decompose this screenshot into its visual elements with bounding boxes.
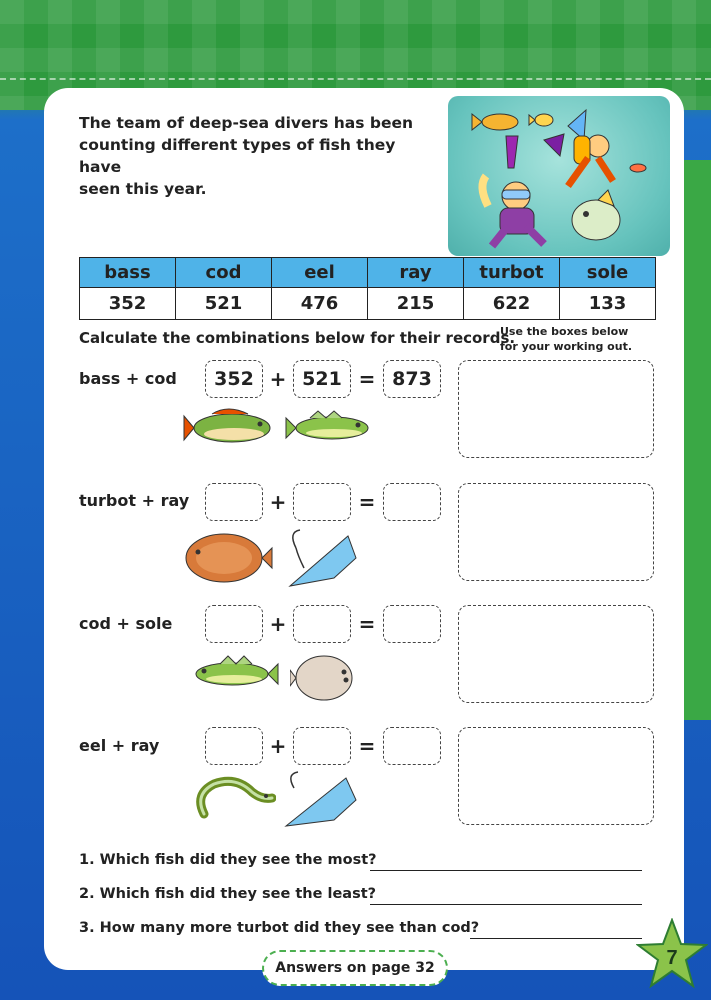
- addend-b-box[interactable]: [293, 727, 351, 765]
- small-fish-icon: [472, 114, 518, 130]
- answer-line-most[interactable]: [370, 870, 642, 871]
- eel-fish-icon: [192, 770, 276, 820]
- cod-fish-icon: [186, 652, 280, 692]
- value-sole: 133: [560, 288, 656, 320]
- small-fish-icon: [529, 114, 553, 126]
- plus-sign: +: [269, 612, 287, 636]
- page-number: 7: [666, 947, 678, 969]
- header-ray: ray: [368, 258, 464, 288]
- fish-count-table: [79, 257, 656, 320]
- row-label-eel-ray: eel + ray: [79, 736, 160, 755]
- value-turbot: 622: [464, 288, 560, 320]
- bass-fish-icon: [182, 404, 278, 448]
- answers-reference-pill: Answers on page 32: [262, 950, 448, 986]
- value-bass: 352: [80, 288, 176, 320]
- plus-sign: +: [269, 734, 287, 758]
- header-eel: eel: [272, 258, 368, 288]
- question-most: 1. Which fish did they see the most?: [79, 852, 377, 868]
- plus-sign: +: [269, 490, 287, 514]
- row-label-turbot-ray: turbot + ray: [79, 491, 190, 510]
- header-bass: bass: [80, 258, 176, 288]
- calculate-instruction: Calculate the combinations below for their records.: [79, 329, 516, 347]
- working-out-box[interactable]: [458, 727, 654, 825]
- header-sole: sole: [560, 258, 656, 288]
- working-out-box[interactable]: [458, 360, 654, 458]
- header-turbot: turbot: [464, 258, 560, 288]
- result-box[interactable]: [383, 605, 441, 643]
- intro-line-3: seen this year.: [79, 180, 207, 198]
- table-values-row: [80, 288, 656, 320]
- tiny-orange-fish-icon: [630, 164, 646, 172]
- equals-sign: =: [358, 734, 376, 758]
- addend-a-box[interactable]: [205, 727, 263, 765]
- top-dashed-stitch: [0, 78, 711, 80]
- value-cod: 521: [176, 288, 272, 320]
- answer-line-least[interactable]: [370, 904, 642, 905]
- addend-a-box[interactable]: [205, 483, 263, 521]
- addend-a-box[interactable]: 352: [205, 360, 263, 398]
- divers-illustration: [448, 96, 670, 256]
- star-icon: [636, 918, 708, 990]
- turbot-fish-icon: [178, 530, 274, 586]
- equals-sign: =: [358, 367, 376, 391]
- question-difference: 3. How many more turbot did they see than cod?: [79, 920, 480, 936]
- sole-fish-icon: [290, 650, 362, 706]
- big-fish-icon: [572, 190, 620, 240]
- addend-b-box[interactable]: [293, 605, 351, 643]
- working-note-line-2: for your working out.: [500, 340, 632, 353]
- row-label-bass-cod: bass + cod: [79, 369, 177, 388]
- answer-line-difference[interactable]: [470, 938, 642, 939]
- working-out-box[interactable]: [458, 605, 654, 703]
- table-header-row: [80, 258, 656, 288]
- result-box[interactable]: [383, 727, 441, 765]
- equals-sign: =: [358, 490, 376, 514]
- result-box[interactable]: 873: [383, 360, 441, 398]
- diver-icon: [482, 136, 544, 246]
- cod-fish-icon: [284, 408, 378, 446]
- question-least: 2. Which fish did they see the least?: [79, 886, 377, 902]
- working-boxes-note: [500, 324, 650, 354]
- intro-line-2: counting different types of fish they have: [79, 136, 396, 176]
- addend-b-box[interactable]: [293, 483, 351, 521]
- addend-a-box[interactable]: [205, 605, 263, 643]
- header-cod: cod: [176, 258, 272, 288]
- working-note-line-1: Use the boxes below: [500, 325, 629, 338]
- ray-fish-icon: [284, 528, 362, 590]
- plus-sign: +: [269, 367, 287, 391]
- intro-text: [79, 112, 439, 200]
- intro-line-1: The team of deep-sea divers has been: [79, 114, 414, 132]
- working-out-box[interactable]: [458, 483, 654, 581]
- value-eel: 476: [272, 288, 368, 320]
- result-box[interactable]: [383, 483, 441, 521]
- diver-icon: [544, 134, 613, 186]
- addend-b-box[interactable]: 521: [293, 360, 351, 398]
- value-ray: 215: [368, 288, 464, 320]
- row-label-cod-sole: cod + sole: [79, 614, 173, 633]
- ray-fish-icon: [282, 770, 360, 832]
- equals-sign: =: [358, 612, 376, 636]
